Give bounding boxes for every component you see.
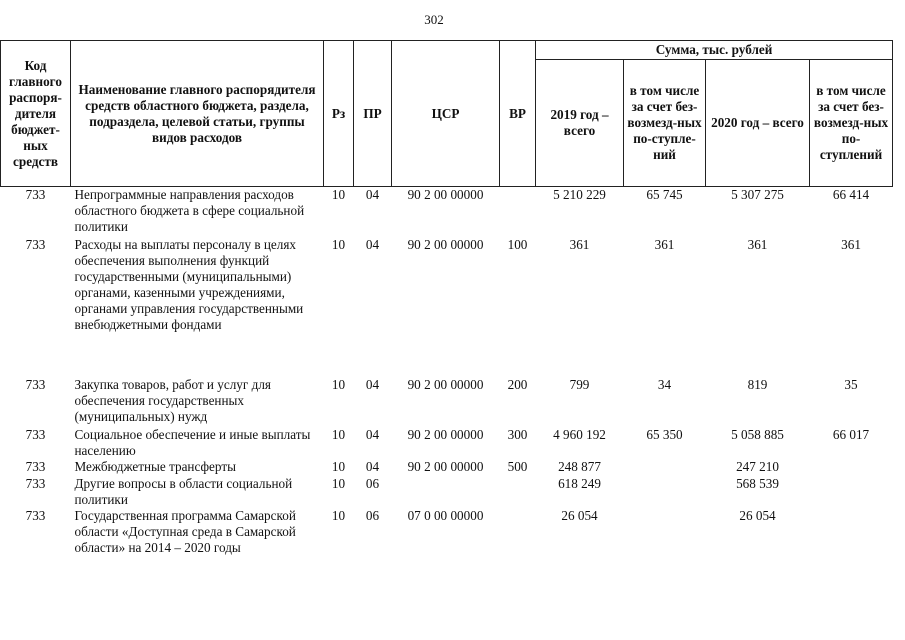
table-body [1,187,893,575]
cell-vr: 200 [507,377,528,392]
cell-rz: 10 [331,459,346,474]
cell-2020-free [810,459,893,476]
header-csr: ЦСР [392,41,500,187]
cell-2019-total: 248 877 [558,459,601,474]
cell-rz: 10 [331,476,346,491]
cell-pr: 04 [365,427,380,442]
cell-2020-free [810,508,893,574]
cell-name: Государственная программа Самарской области «Доступная среда в Самарской области» на 2014 – 2020 годы [74,508,296,555]
cell-name: Социальное обеспечение и иные выплаты населению [74,427,311,458]
cell-name: Расходы на выплаты персоналу в целях обеспечения выполнения функций государственными (муниципальными) органами, казенными учреждениями, органами управления государственными внебюджетными фондами [74,237,304,332]
cell-2020-total: 5 058 885 [731,427,784,442]
header-vr: ВР [500,41,536,187]
table-row [1,508,893,574]
cell-2020-free [810,476,893,508]
cell-code: 733 [25,427,46,442]
cell-rz: 10 [331,508,346,523]
cell-2020-total: 568 539 [736,476,779,491]
cell-rz: 10 [331,377,346,392]
cell-name: Другие вопросы в области социальной политики [74,476,293,507]
cell-2020-total: 361 [747,237,768,252]
cell-2019-total: 618 249 [558,476,601,491]
cell-2020-free: 361 [841,237,861,252]
header-2020-total: 2020 год – всего [706,60,810,187]
cell-csr: 90 2 00 00000 [407,187,484,202]
cell-vr: 500 [507,459,528,474]
cell-code: 733 [25,508,46,523]
cell-2019-free: 65 350 [646,427,683,442]
cell-pr: 06 [365,476,380,491]
cell-2020-free: 35 [844,377,858,392]
cell-code: 733 [25,377,46,392]
header-code: Код главного распоря-дителя бюджет-ных средств [1,41,71,187]
cell-vr: 100 [507,237,528,252]
cell-2020-free: 66 414 [832,187,870,202]
cell-2020-total: 819 [747,377,768,392]
cell-2020-free: 66 017 [832,427,870,442]
cell-code: 733 [25,476,46,491]
header-name: Наименование главного распорядителя средств областного бюджета, раздела, подраздела, целевой статьи, группы видов расходов [71,41,324,187]
budget-table [0,40,893,574]
cell-2019-free: 65 745 [646,187,683,202]
table-row [1,476,893,508]
cell-rz: 10 [331,427,346,442]
cell-2020-total: 5 307 275 [731,187,784,202]
cell-2019-free [624,476,706,508]
cell-pr: 04 [365,377,380,392]
cell-name: Непрограммные направления расходов областного бюджета в сфере социальной политики [74,187,305,234]
table-row [1,377,893,427]
table-row [1,237,893,377]
cell-2019-total: 4 960 192 [553,427,606,442]
cell-2019-free [624,459,706,476]
cell-csr: 90 2 00 00000 [407,427,484,442]
cell-csr: 90 2 00 00000 [407,237,484,252]
cell-rz: 10 [331,237,346,252]
cell-csr: 07 0 00 00000 [407,508,484,523]
page-number: 302 [424,12,444,27]
header-2019-free: в том числе за счет без-возмезд-ных по-ступле-ний [624,60,706,187]
cell-2019-free: 34 [657,377,672,392]
header-sum: Сумма, тыс. рублей [536,41,893,60]
cell-pr: 04 [365,459,380,474]
header-pr: ПР [354,41,392,187]
cell-2020-total: 26 054 [739,508,776,523]
cell-2019-free [624,508,706,574]
cell-csr: 90 2 00 00000 [407,459,484,474]
cell-name: Межбюджетные трансферты [74,459,236,474]
header-2020-free: в том числе за счет без-возмезд-ных по-ступлений [810,60,893,187]
header-rz: Рз [324,41,354,187]
header-2019-total: 2019 год – всего [536,60,624,187]
table-row [1,427,893,459]
cell-2019-total: 799 [569,377,590,392]
table-row [1,187,893,238]
budget-table-container [0,40,892,574]
cell-2020-total: 247 210 [736,459,779,474]
cell-vr [500,508,536,574]
cell-code: 733 [25,459,46,474]
cell-code: 733 [25,237,46,252]
cell-pr: 04 [365,187,380,202]
cell-2019-total: 5 210 229 [553,187,606,202]
cell-vr [500,187,536,238]
cell-vr: 300 [507,427,528,442]
cell-vr [500,476,536,508]
cell-csr: 90 2 00 00000 [407,377,484,392]
cell-2019-free: 361 [654,237,675,252]
cell-pr: 06 [365,508,380,523]
table-header [1,41,893,187]
cell-csr [392,476,500,508]
table-row [1,459,893,476]
cell-rz: 10 [331,187,346,202]
cell-2019-total: 26 054 [561,508,598,523]
cell-name: Закупка товаров, работ и услуг для обеспечения государственных (муниципальных) нужд [74,377,271,424]
cell-code: 733 [25,187,46,202]
cell-2019-total: 361 [569,237,590,252]
cell-pr: 04 [365,237,380,252]
